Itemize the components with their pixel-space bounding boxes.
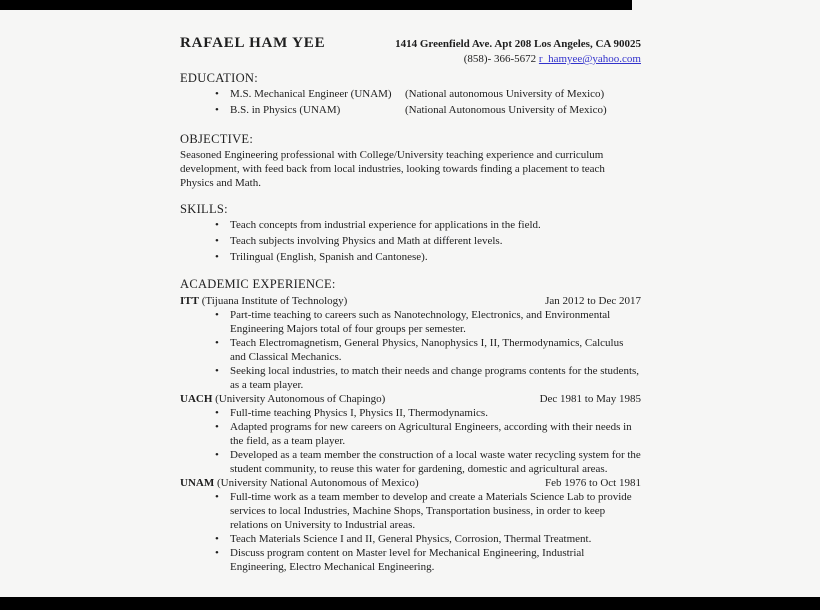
job-header bbox=[180, 392, 641, 406]
job-header bbox=[180, 476, 641, 490]
top-black-bar bbox=[0, 0, 632, 10]
job-bullet bbox=[180, 308, 641, 336]
job-bullet bbox=[180, 532, 641, 546]
skill-item bbox=[180, 217, 641, 233]
education-detail: (National autonomous University of Mexico) bbox=[405, 88, 605, 100]
skill-text: Teach concepts from industrial experience for applications in the field. bbox=[230, 219, 541, 231]
email-link[interactable]: r_hamyee@yahoo.com bbox=[538, 53, 641, 65]
bullet-icon: • bbox=[215, 533, 219, 545]
skill-item bbox=[180, 249, 641, 265]
bullet-icon: • bbox=[215, 407, 219, 419]
experience-heading: ACADEMIC EXPERIENCE: bbox=[180, 277, 336, 291]
bullet-icon: • bbox=[215, 88, 219, 100]
job-bullet-text: Discuss program content on Master level for Mechanical Engineering, Industrial Engineering, Electro Mechanical Engineering. bbox=[230, 547, 585, 573]
resume-name: RAFAEL HAM YEE bbox=[180, 35, 326, 51]
job-bullet bbox=[180, 546, 641, 574]
job-org bbox=[180, 476, 419, 490]
job-org-name: UNAM bbox=[180, 477, 215, 489]
job-header bbox=[180, 294, 641, 308]
job-org-name: ITT bbox=[180, 295, 199, 307]
resume-address: 1414 Greenfield Ave. Apt 208 Los Angeles, CA 90025 bbox=[395, 38, 641, 50]
education-item bbox=[180, 102, 641, 118]
job-bullet-text: Teach Electromagnetism, General Physics, Nanophysics I, II, Thermodynamics, Calculus and Classical Mechanics. bbox=[230, 337, 624, 363]
bullet-icon: • bbox=[215, 251, 219, 263]
job-bullet-text: Adapted programs for new careers on Agricultural Engineers, according with their needs in the field, as a team player. bbox=[230, 421, 632, 447]
job-bullet-text: Part-time teaching to careers such as Nanotechnology, Electronics, and Environmental Engineering Majors total of four groups per semester. bbox=[230, 309, 611, 335]
job-bullet bbox=[180, 336, 641, 364]
bullet-icon: • bbox=[215, 365, 219, 377]
header-row bbox=[180, 36, 641, 51]
skill-text: Trilingual (English, Spanish and Cantonese). bbox=[230, 251, 428, 263]
bullet-icon: • bbox=[215, 219, 219, 231]
education-heading: EDUCATION: bbox=[180, 71, 258, 85]
objective-heading: OBJECTIVE: bbox=[180, 132, 254, 146]
job-org bbox=[180, 392, 385, 406]
objective-text: Seasoned Engineering professional with College/University teaching experience and curriculum development, with feed back from local industries, looking towards finding a placement to teach Physics and Math. bbox=[180, 149, 605, 189]
resume-document bbox=[180, 36, 641, 574]
job-bullet-text: Full-time work as a team member to develop and create a Materials Science Lab to provide services to local Industries, Machine Shops, Transportation business, in order to keep relations on University to Industrial areas. bbox=[230, 491, 632, 531]
education-degree: M.S. Mechanical Engineer (UNAM) bbox=[230, 88, 392, 100]
education-detail: (National Autonomous University of Mexico) bbox=[405, 104, 607, 116]
bullet-icon: • bbox=[215, 449, 219, 461]
job-bullet bbox=[180, 364, 641, 392]
job-org-detail: (University Autonomous of Chapingo) bbox=[212, 393, 386, 405]
job-bullet bbox=[180, 406, 641, 420]
bullet-icon: • bbox=[215, 309, 219, 321]
bullet-icon: • bbox=[215, 421, 219, 433]
job-bullet bbox=[180, 490, 641, 532]
job-bullet-text: Developed as a team member the construction of a local waste water recycling system for the student community, to reuse this water for gardening, domestic and agricultural areas. bbox=[230, 449, 641, 475]
job-dates: Dec 1981 to May 1985 bbox=[539, 393, 641, 405]
bullet-icon: • bbox=[215, 337, 219, 349]
bullet-icon: • bbox=[215, 104, 219, 116]
education-degree: B.S. in Physics (UNAM) bbox=[230, 104, 341, 116]
phone-number: (858)- 366-5672 bbox=[463, 53, 537, 65]
job-bullet bbox=[180, 448, 641, 476]
job-bullet-text: Teach Materials Science I and II, General Physics, Corrosion, Thermal Treatment. bbox=[230, 533, 592, 545]
job-bullet bbox=[180, 420, 641, 448]
job-bullet-text: Full-time teaching Physics I, Physics II, Thermodynamics. bbox=[230, 407, 488, 419]
education-item bbox=[180, 86, 641, 102]
bottom-black-bar bbox=[0, 597, 820, 610]
bullet-icon: • bbox=[215, 235, 219, 247]
skill-item bbox=[180, 233, 641, 249]
job-org bbox=[180, 294, 347, 308]
skill-text: Teach subjects involving Physics and Math at different levels. bbox=[230, 235, 503, 247]
bullet-icon: • bbox=[215, 547, 219, 559]
skills-heading: SKILLS: bbox=[180, 202, 228, 216]
job-bullet-text: Seeking local industries, to match their needs and change programs contents for the students, as a team player. bbox=[230, 365, 640, 391]
job-org-detail: (University National Autonomous of Mexico) bbox=[214, 477, 419, 489]
contact-line bbox=[180, 52, 641, 66]
job-org-detail: (Tijuana Institute of Technology) bbox=[198, 295, 348, 307]
job-dates: Jan 2012 to Dec 2017 bbox=[545, 295, 641, 307]
job-org-name: UACH bbox=[180, 393, 213, 405]
job-dates: Feb 1976 to Oct 1981 bbox=[545, 477, 641, 489]
bullet-icon: • bbox=[215, 491, 219, 503]
